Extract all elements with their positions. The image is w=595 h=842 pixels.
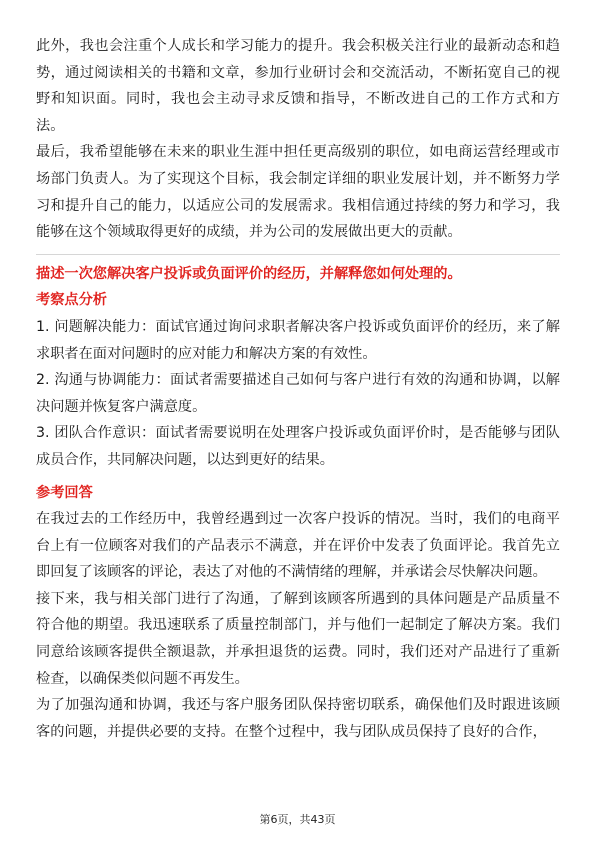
intro-paragraph: 最后，我希望能够在未来的职业生涯中担任更高级别的职位，如电商运营经理或市场部门负责人。为了实现这个目标，我会制定详细的职业发展计划，并不断努力学习和提升自己的能力，以适应公司的发展需求。我相信通过持续的努力和学习，我能够在这个领域取得更好的成绩，并为公司的发展做出更大的贡献。 <box>36 144 560 241</box>
intro-paragraph: 此外，我也会注重个人成长和学习能力的提升。我会积极关注行业的最新动态和趋势，通过阅读相关的书籍和文章，参加行业研讨会和交流活动，不断拓宽自己的视野和知识面。同时，我也会主动寻求反馈和指导，不断改进自己的工作方式和方法。 <box>36 38 560 134</box>
answer-paragraph: 接下来，我与相关部门进行了沟通，了解到该顾客所遇到的具体问题是产品质量不符合他的期望。我迅速联系了质量控制部门，并与他们一起制定了解决方案。我们同意给该顾客提供全额退款，并承担退货的运费。同时，我们还对产品进行了重新检查，以确保类似问题不再发生。 <box>36 590 560 687</box>
analysis-point: 3. 团队合作意识：面试者需要说明在处理客户投诉或负面评价时，是否能够与团队成员合作，共同解决问题，以达到更好的结果。 <box>36 425 560 468</box>
page-content <box>36 33 560 745</box>
answer-paragraph: 为了加强沟通和协调，我还与客户服务团队保持密切联系，确保他们及时跟进该顾客的问题，并提供必要的支持。在整个过程中，我与团队成员保持了良好的合作， <box>36 697 560 740</box>
page-number-footer: 第6页，共43页 <box>259 813 336 826</box>
answer-paragraph: 在我过去的工作经历中，我曾经遇到过一次客户投诉的情况。当时，我们的电商平台上有一位顾客对我们的产品表示不满意，并在评价中发表了负面评论。我首先立即回复了该顾客的评论，表达了对他的不满情绪的理解，并承诺会尽快解决问题。 <box>36 511 560 581</box>
analysis-point: 2. 沟通与协调能力：面试者需要描述自己如何与客户进行有效的沟通和协调，以解决问题并恢复客户满意度。 <box>36 372 560 415</box>
analysis-heading: 考察点分析 <box>36 292 107 309</box>
section-divider <box>36 254 560 255</box>
analysis-point: 1. 问题解决能力：面试官通过询问求职者解决客户投诉或负面评价的经历，来了解求职者在面对问题时的应对能力和解决方案的有效性。 <box>36 318 560 362</box>
interview-question: 描述一次您解决客户投诉或负面评价的经历，并解释您如何处理的。 <box>36 265 462 282</box>
answer-heading: 参考回答 <box>36 484 93 501</box>
